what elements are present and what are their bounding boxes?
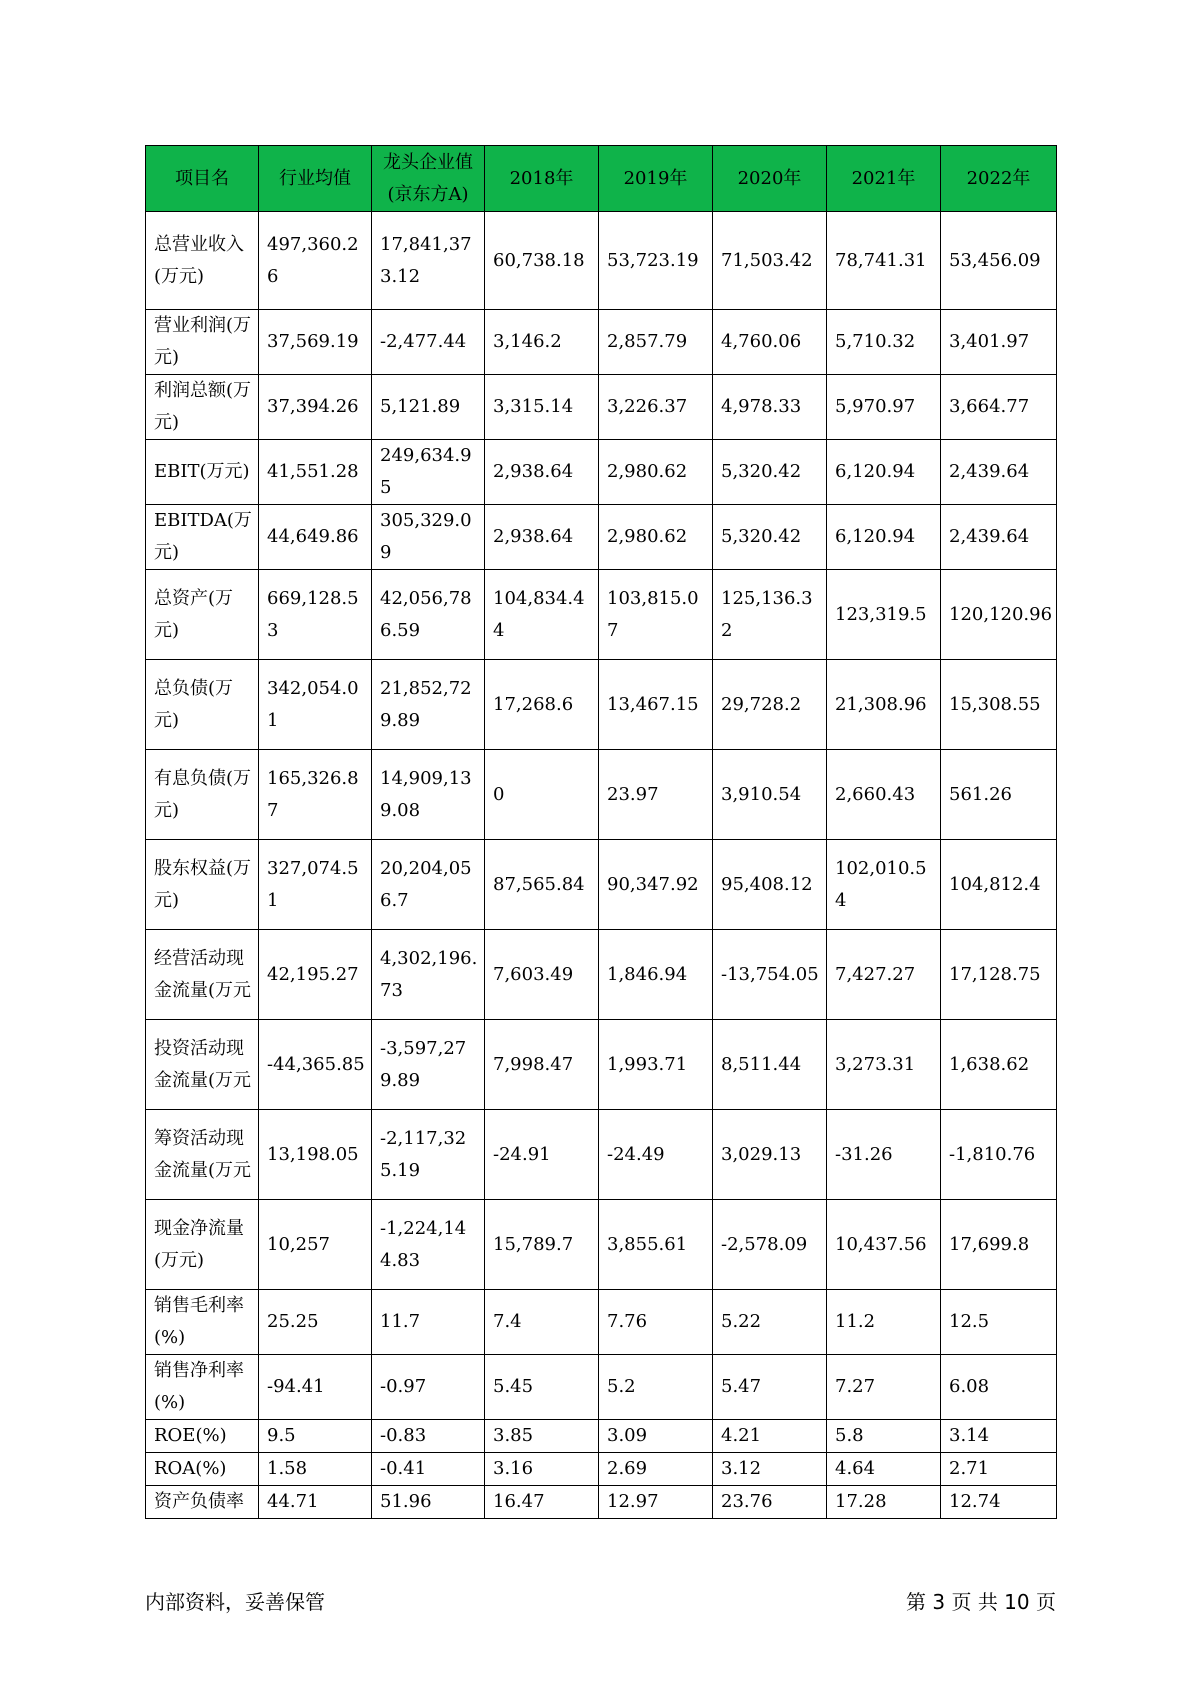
- table-cell: 2,938.64: [485, 505, 599, 570]
- table-cell: 9.5: [259, 1420, 372, 1453]
- table-cell: 5,710.32: [827, 310, 941, 375]
- table-cell: 12.74: [941, 1486, 1057, 1519]
- table-cell: 5,121.89: [372, 375, 485, 440]
- table-cell: 12.5: [941, 1290, 1057, 1355]
- table-row: [146, 1110, 1057, 1200]
- table-cell: 305,329.09: [372, 505, 485, 570]
- table-cell: 5.45: [485, 1355, 599, 1420]
- table-cell: 44.71: [259, 1486, 372, 1519]
- table-cell: 2,439.64: [941, 440, 1057, 505]
- table-row: [146, 375, 1057, 440]
- table-cell: 102,010.54: [827, 840, 941, 930]
- row-label: 经营活动现金流量(万元: [146, 930, 259, 1020]
- column-header: 2020年: [713, 146, 827, 212]
- table-cell: 17,841,373.12: [372, 212, 485, 310]
- table-cell: 669,128.53: [259, 570, 372, 660]
- table-cell: 1,993.71: [599, 1020, 713, 1110]
- table-cell: 95,408.12: [713, 840, 827, 930]
- row-label: ROE(%): [146, 1420, 259, 1453]
- table-cell: 3.12: [713, 1453, 827, 1486]
- table-cell: 104,834.44: [485, 570, 599, 660]
- table-row: [146, 930, 1057, 1020]
- table-cell: 7,427.27: [827, 930, 941, 1020]
- table-cell: 13,467.15: [599, 660, 713, 750]
- table-cell: 4.21: [713, 1420, 827, 1453]
- table-cell: -2,477.44: [372, 310, 485, 375]
- column-header: 2022年: [941, 146, 1057, 212]
- table-cell: 20,204,056.7: [372, 840, 485, 930]
- table-cell: 123,319.5: [827, 570, 941, 660]
- table-cell: -0.83: [372, 1420, 485, 1453]
- table-cell: 53,723.19: [599, 212, 713, 310]
- table-cell: -31.26: [827, 1110, 941, 1200]
- column-header: 2021年: [827, 146, 941, 212]
- table-row: [146, 1486, 1057, 1519]
- table-cell: 249,634.95: [372, 440, 485, 505]
- row-label: 总负债(万元): [146, 660, 259, 750]
- table-cell: 42,056,786.59: [372, 570, 485, 660]
- table-row: [146, 505, 1057, 570]
- table-cell: 42,195.27: [259, 930, 372, 1020]
- table-cell: -0.41: [372, 1453, 485, 1486]
- table-cell: 41,551.28: [259, 440, 372, 505]
- table-cell: 8,511.44: [713, 1020, 827, 1110]
- table-cell: 1,638.62: [941, 1020, 1057, 1110]
- table-cell: 51.96: [372, 1486, 485, 1519]
- table-row: [146, 212, 1057, 310]
- table-cell: 2,439.64: [941, 505, 1057, 570]
- table-cell: -0.97: [372, 1355, 485, 1420]
- table-cell: 2,980.62: [599, 440, 713, 505]
- table-cell: 6.08: [941, 1355, 1057, 1420]
- footer-page-number: 第 3 页 共 10 页: [906, 1590, 1056, 1614]
- table-cell: 13,198.05: [259, 1110, 372, 1200]
- table-cell: 37,394.26: [259, 375, 372, 440]
- table-cell: 4,302,196.73: [372, 930, 485, 1020]
- table-row: [146, 570, 1057, 660]
- column-header: 2018年: [485, 146, 599, 212]
- table-cell: 7.27: [827, 1355, 941, 1420]
- table-cell: 10,437.56: [827, 1200, 941, 1290]
- table-cell: 104,812.4: [941, 840, 1057, 930]
- table-cell: 10,257: [259, 1200, 372, 1290]
- table-cell: -2,578.09: [713, 1200, 827, 1290]
- table-cell: 5,970.97: [827, 375, 941, 440]
- row-label: EBITDA(万元): [146, 505, 259, 570]
- table-cell: 5.8: [827, 1420, 941, 1453]
- table-cell: 14,909,139.08: [372, 750, 485, 840]
- table-cell: 71,503.42: [713, 212, 827, 310]
- row-label: 总资产(万元): [146, 570, 259, 660]
- table-cell: 37,569.19: [259, 310, 372, 375]
- table-cell: 125,136.32: [713, 570, 827, 660]
- table-cell: 2.71: [941, 1453, 1057, 1486]
- row-label: 资产负债率: [146, 1486, 259, 1519]
- table-cell: -94.41: [259, 1355, 372, 1420]
- table-cell: -3,597,279.89: [372, 1020, 485, 1110]
- row-label: 营业利润(万元): [146, 310, 259, 375]
- table-cell: 29,728.2: [713, 660, 827, 750]
- table-cell: 7,603.49: [485, 930, 599, 1020]
- table-cell: 3,910.54: [713, 750, 827, 840]
- table-cell: -2,117,325.19: [372, 1110, 485, 1200]
- table-cell: 165,326.87: [259, 750, 372, 840]
- table-cell: 5.22: [713, 1290, 827, 1355]
- table-cell: 120,120.96: [941, 570, 1057, 660]
- table-cell: 90,347.92: [599, 840, 713, 930]
- row-label: 投资活动现金流量(万元: [146, 1020, 259, 1110]
- table-cell: 7,998.47: [485, 1020, 599, 1110]
- table-cell: 21,308.96: [827, 660, 941, 750]
- table-cell: -13,754.05: [713, 930, 827, 1020]
- table-row: [146, 660, 1057, 750]
- table-cell: 2,660.43: [827, 750, 941, 840]
- financial-table: [145, 145, 1057, 1519]
- table-cell: 497,360.26: [259, 212, 372, 310]
- table-cell: 561.26: [941, 750, 1057, 840]
- table-cell: 342,054.01: [259, 660, 372, 750]
- table-cell: 5.47: [713, 1355, 827, 1420]
- table-cell: 0: [485, 750, 599, 840]
- table-cell: 87,565.84: [485, 840, 599, 930]
- table-cell: 5,320.42: [713, 505, 827, 570]
- table-row: [146, 440, 1057, 505]
- table-cell: 3.16: [485, 1453, 599, 1486]
- table-row: [146, 1453, 1057, 1486]
- table-cell: 5,320.42: [713, 440, 827, 505]
- table-cell: 44,649.86: [259, 505, 372, 570]
- table-cell: 3,146.2: [485, 310, 599, 375]
- table-cell: 2,938.64: [485, 440, 599, 505]
- table-cell: -1,810.76: [941, 1110, 1057, 1200]
- table-cell: 4,760.06: [713, 310, 827, 375]
- table-cell: 3,029.13: [713, 1110, 827, 1200]
- table-row: [146, 1420, 1057, 1453]
- table-row: [146, 1290, 1057, 1355]
- table-cell: 17,699.8: [941, 1200, 1057, 1290]
- table-cell: 5.2: [599, 1355, 713, 1420]
- row-label: 总营业收入(万元): [146, 212, 259, 310]
- table-cell: 25.25: [259, 1290, 372, 1355]
- table-row: [146, 750, 1057, 840]
- table-cell: 17,268.6: [485, 660, 599, 750]
- row-label: 利润总额(万元): [146, 375, 259, 440]
- table-cell: 78,741.31: [827, 212, 941, 310]
- table-cell: 3.09: [599, 1420, 713, 1453]
- table-cell: 103,815.07: [599, 570, 713, 660]
- row-label: 有息负债(万元): [146, 750, 259, 840]
- row-label: ROA(%): [146, 1453, 259, 1486]
- table-cell: 7.76: [599, 1290, 713, 1355]
- table-cell: 53,456.09: [941, 212, 1057, 310]
- table-cell: 17.28: [827, 1486, 941, 1519]
- table-cell: 21,852,729.89: [372, 660, 485, 750]
- footer-confidential-note: 内部资料，妥善保管: [145, 1590, 325, 1614]
- table-cell: 1,846.94: [599, 930, 713, 1020]
- row-label: EBIT(万元): [146, 440, 259, 505]
- table-cell: 2,980.62: [599, 505, 713, 570]
- table-row: [146, 310, 1057, 375]
- table-cell: 23.97: [599, 750, 713, 840]
- table-cell: 60,738.18: [485, 212, 599, 310]
- row-label: 销售净利率(%): [146, 1355, 259, 1420]
- table-cell: 4.64: [827, 1453, 941, 1486]
- table-cell: 3.14: [941, 1420, 1057, 1453]
- row-label: 现金净流量(万元): [146, 1200, 259, 1290]
- table-cell: 327,074.51: [259, 840, 372, 930]
- table-cell: 7.4: [485, 1290, 599, 1355]
- table-body: [146, 212, 1057, 1519]
- table-row: [146, 1020, 1057, 1110]
- column-header: 项目名: [146, 146, 259, 212]
- table-cell: 2,857.79: [599, 310, 713, 375]
- table-cell: 3,273.31: [827, 1020, 941, 1110]
- table-cell: 6,120.94: [827, 505, 941, 570]
- table-cell: 3,664.77: [941, 375, 1057, 440]
- table-cell: 3,401.97: [941, 310, 1057, 375]
- table-row: [146, 840, 1057, 930]
- column-header: 行业均值: [259, 146, 372, 212]
- row-label: 筹资活动现金流量(万元: [146, 1110, 259, 1200]
- table-cell: 15,308.55: [941, 660, 1057, 750]
- table-cell: 17,128.75: [941, 930, 1057, 1020]
- table-cell: 16.47: [485, 1486, 599, 1519]
- table-cell: 6,120.94: [827, 440, 941, 505]
- table-cell: 3,315.14: [485, 375, 599, 440]
- table-cell: -44,365.85: [259, 1020, 372, 1110]
- column-header: 2019年: [599, 146, 713, 212]
- table-cell: 23.76: [713, 1486, 827, 1519]
- row-label: 股东权益(万元): [146, 840, 259, 930]
- table-cell: 3,226.37: [599, 375, 713, 440]
- row-label: 销售毛利率(%): [146, 1290, 259, 1355]
- column-header: 龙头企业值(京东方A): [372, 146, 485, 212]
- table-cell: 11.2: [827, 1290, 941, 1355]
- table-cell: 4,978.33: [713, 375, 827, 440]
- table-cell: 1.58: [259, 1453, 372, 1486]
- table-row: [146, 1200, 1057, 1290]
- table-cell: 2.69: [599, 1453, 713, 1486]
- table-cell: 3.85: [485, 1420, 599, 1453]
- table-header-row: [146, 146, 1057, 212]
- table-cell: -24.91: [485, 1110, 599, 1200]
- table-row: [146, 1355, 1057, 1420]
- table-cell: 11.7: [372, 1290, 485, 1355]
- table-cell: -1,224,144.83: [372, 1200, 485, 1290]
- table-cell: 15,789.7: [485, 1200, 599, 1290]
- table-cell: 12.97: [599, 1486, 713, 1519]
- table-cell: -24.49: [599, 1110, 713, 1200]
- table-cell: 3,855.61: [599, 1200, 713, 1290]
